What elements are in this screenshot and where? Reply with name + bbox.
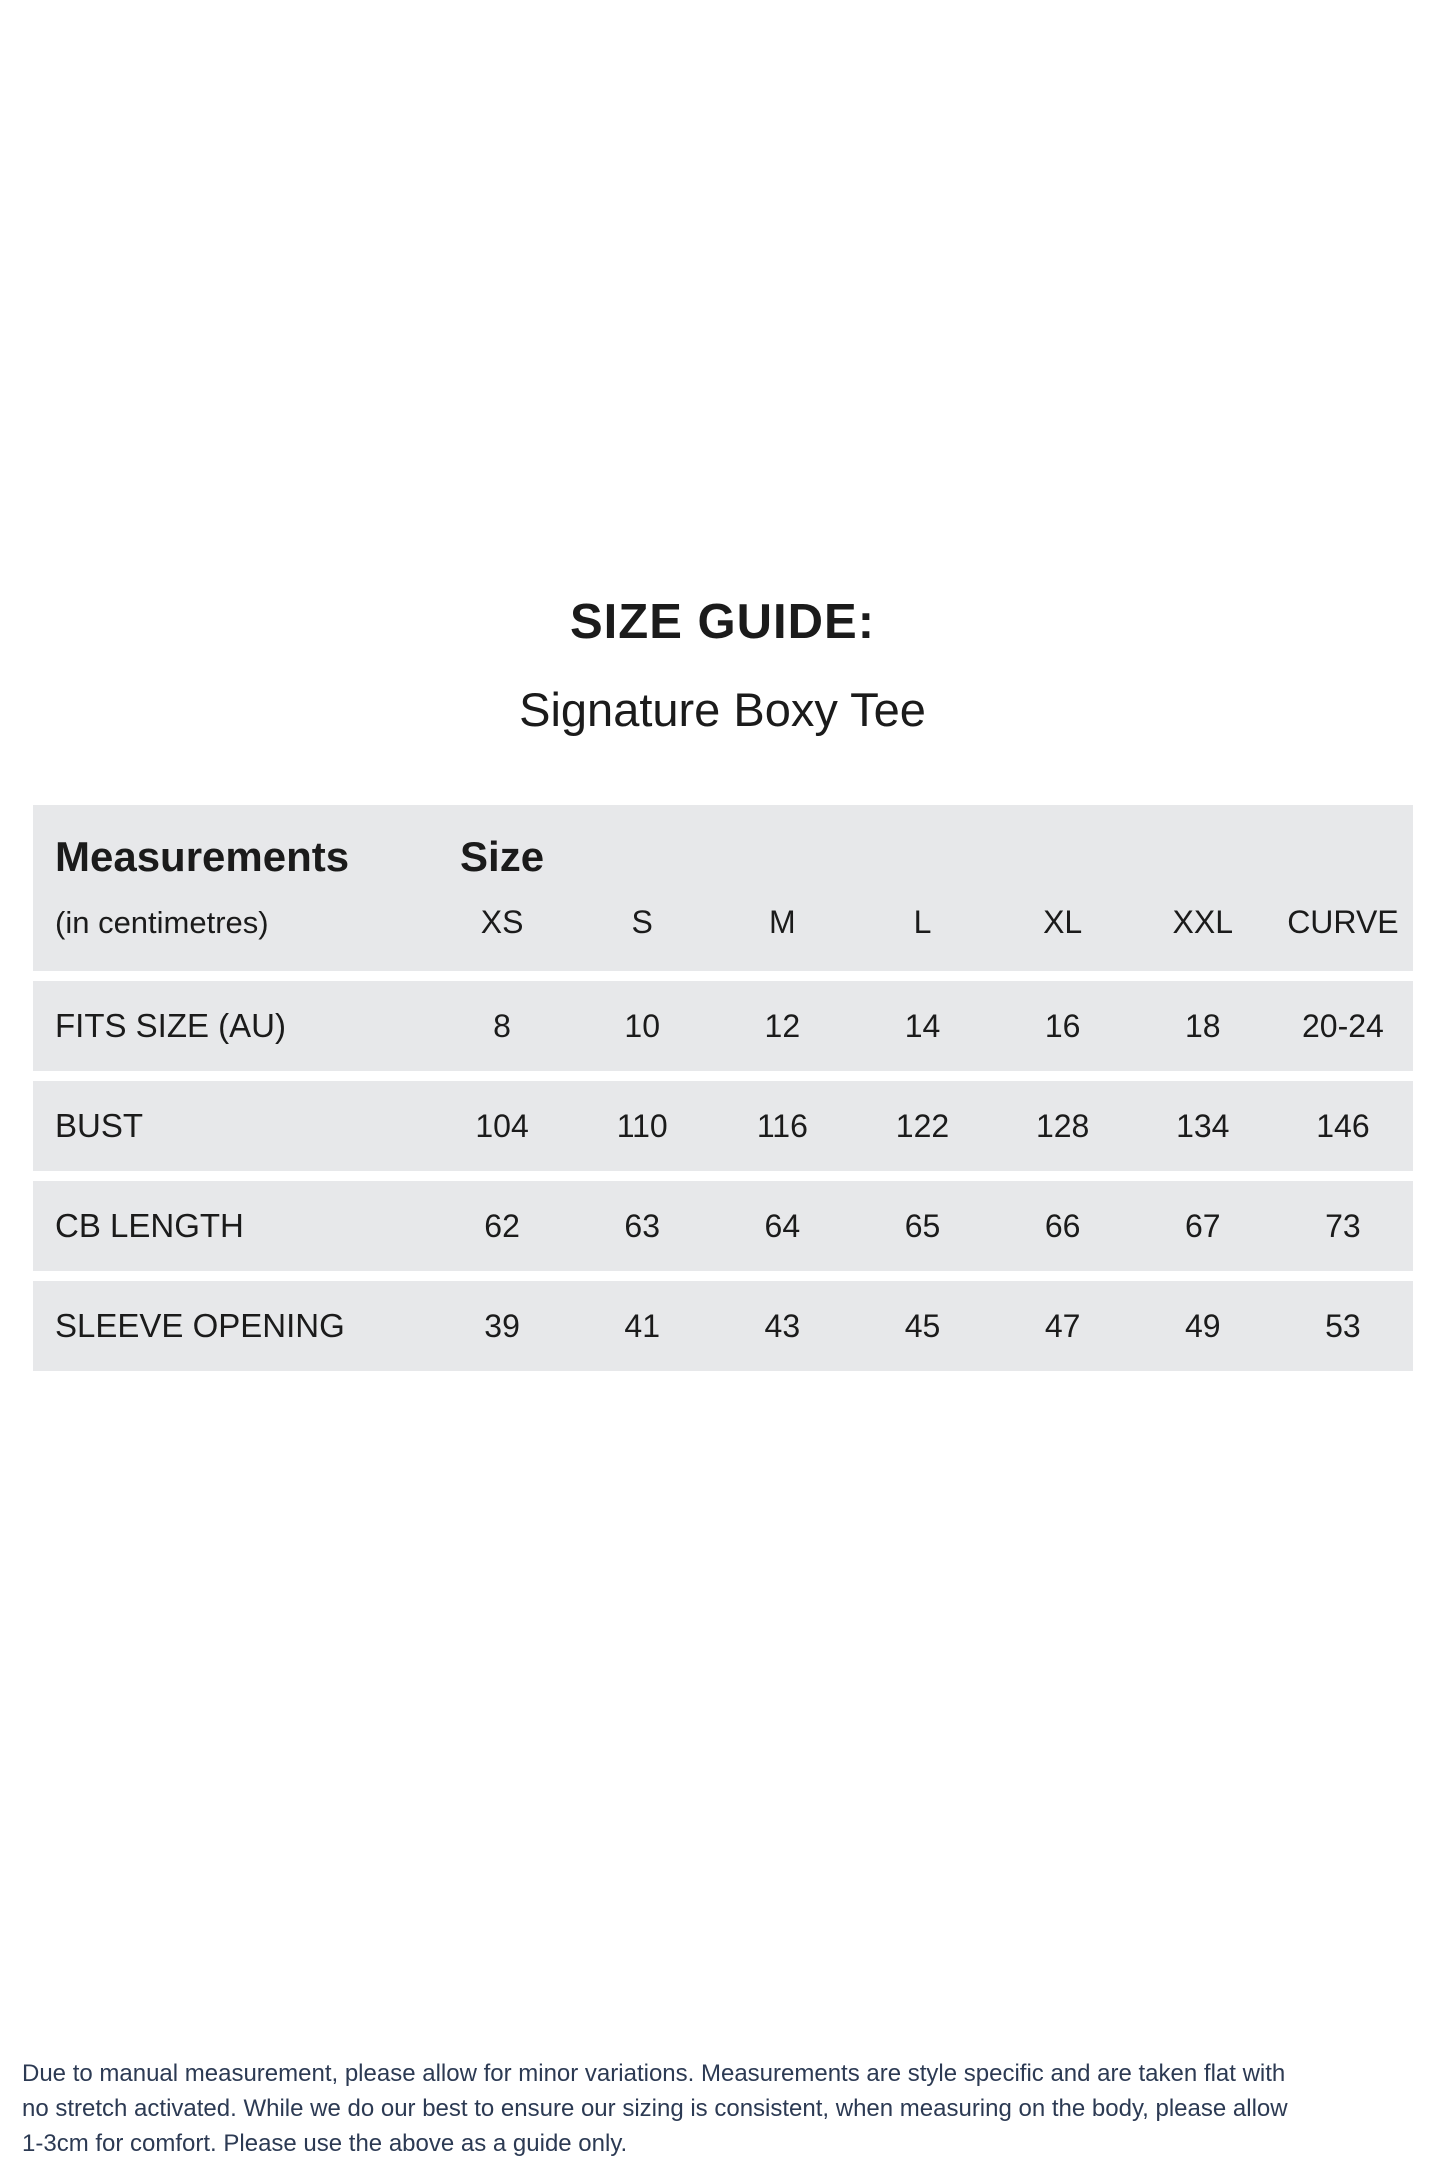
cell-value: 41 [624, 1307, 660, 1344]
table-header [33, 805, 1413, 971]
cell-value: 62 [484, 1207, 520, 1244]
column-header-l: L [913, 904, 932, 940]
column-header-xl: XL [1043, 904, 1083, 940]
column-header-xxl: XXL [1172, 904, 1234, 940]
cell-value: 110 [616, 1107, 668, 1144]
cell-value: 66 [1044, 1207, 1081, 1244]
table-header-row-main [33, 833, 1413, 881]
column-header-m: M [769, 904, 796, 940]
cell-value: 39 [484, 1307, 520, 1344]
table-row-fits-size [33, 981, 1413, 1071]
product-name: Signature Boxy Tee [519, 683, 926, 736]
table-header-row-sizes [33, 902, 1413, 943]
row-label: SLEEVE OPENING [55, 1307, 345, 1344]
disclaimer-line: Due to manual measurement, please allow for minor variations. Measurements are style specific and are taken flat with [22, 2060, 1286, 2087]
cell-value: 63 [624, 1207, 660, 1244]
measurements-heading-cell [33, 833, 432, 881]
cell-value: 8 [493, 1007, 511, 1044]
cell-value: 64 [764, 1207, 801, 1244]
cell-value: 134 [1176, 1107, 1230, 1144]
cell-value: 43 [764, 1307, 801, 1344]
cell-value: 146 [1316, 1107, 1370, 1144]
cell-value: 116 [756, 1107, 808, 1144]
table-row-bust [33, 1081, 1413, 1171]
column-header-xs: XS [480, 904, 524, 940]
cell-value: 53 [1325, 1307, 1361, 1344]
disclaimer-line: 1-3cm for comfort. Please use the above as a guide only. [22, 2130, 628, 2157]
cell-value: 65 [904, 1207, 941, 1244]
unit-label: (in centimetres) [55, 905, 269, 940]
row-label: FITS SIZE (AU) [55, 1007, 286, 1044]
cell-value: 47 [1044, 1307, 1081, 1344]
cell-value: 20-24 [1301, 1007, 1384, 1044]
cell-value: 12 [764, 1007, 801, 1044]
cell-value: 14 [904, 1007, 941, 1044]
cell-value: 122 [895, 1107, 950, 1144]
cell-value: 67 [1184, 1207, 1221, 1244]
table-row-cb-length [33, 1181, 1413, 1271]
cell-value: 73 [1325, 1207, 1361, 1244]
page-title: SIZE GUIDE: [569, 595, 876, 649]
cell-value: 128 [1035, 1107, 1090, 1144]
row-label: BUST [55, 1107, 144, 1144]
row-label: CB LENGTH [55, 1207, 244, 1244]
cell-value: 16 [1044, 1007, 1081, 1044]
cell-value: 104 [475, 1107, 529, 1144]
disclaimer-line: no stretch activated. While we do our best to ensure our sizing is consistent, when measuring on the body, please allow [22, 2095, 1288, 2122]
disclaimer-text [22, 2056, 1430, 2161]
table-row-sleeve-opening [33, 1281, 1413, 1371]
column-header-s: S [631, 904, 653, 940]
cell-value: 10 [624, 1007, 660, 1044]
size-guide-table [33, 805, 1413, 1371]
cell-value: 49 [1184, 1307, 1221, 1344]
measurements-heading: Measurements [55, 833, 350, 880]
cell-value: 18 [1184, 1007, 1221, 1044]
size-heading-cell [432, 833, 572, 881]
column-header-curve: CURVE [1287, 904, 1399, 940]
cell-value: 45 [904, 1307, 941, 1344]
unit-label-cell [33, 903, 432, 943]
size-heading: Size [460, 833, 545, 880]
